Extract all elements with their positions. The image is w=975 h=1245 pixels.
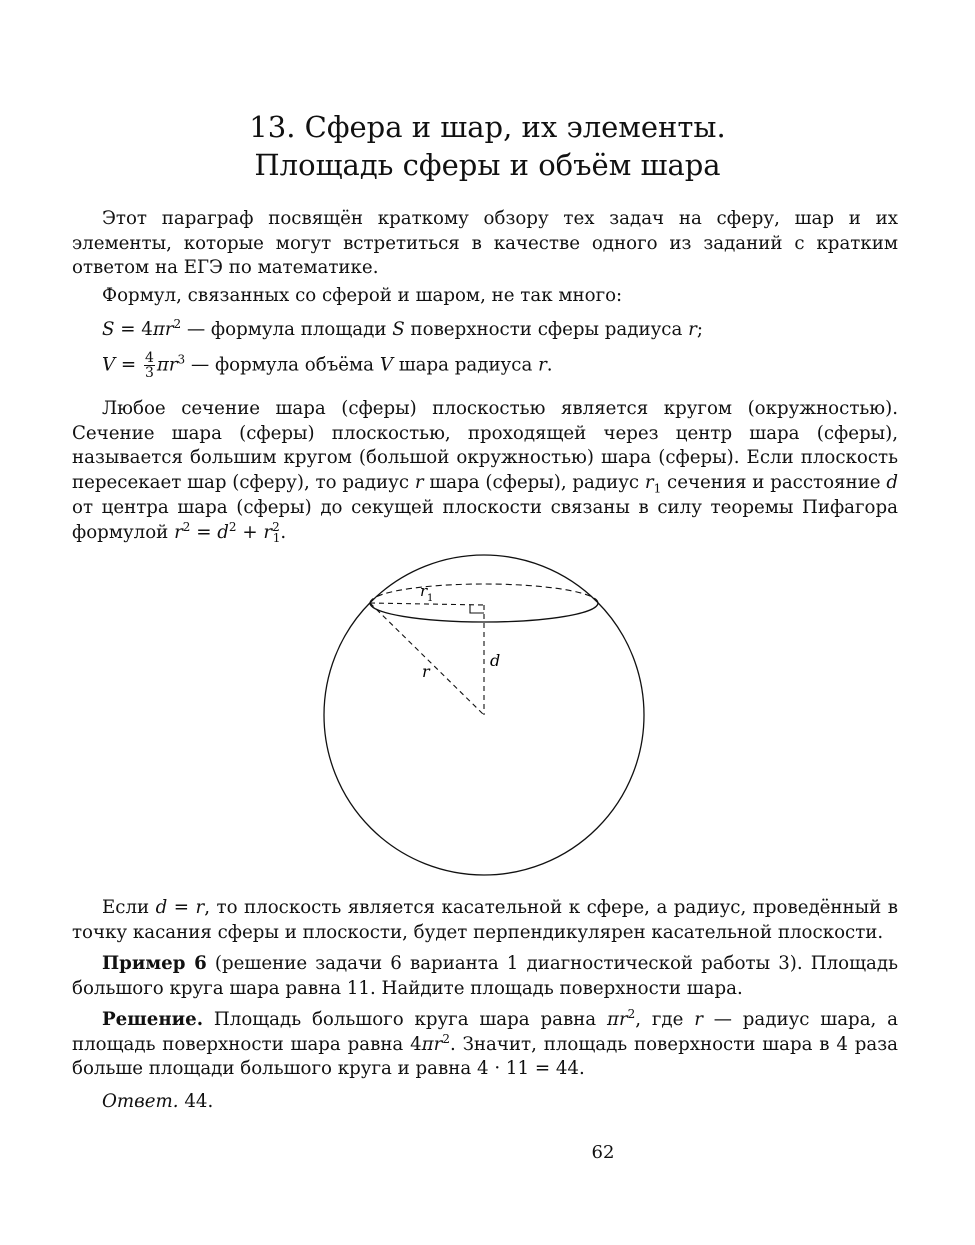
label-r1 <box>420 582 433 604</box>
label-d: d <box>490 651 501 670</box>
intro-paragraph: Этот параграф посвящён краткому обзору тех задач на сферу, шар и их элементы, которые могут встретиться в качестве одного из заданий с кратким ответом на ЕГЭ по математике. <box>72 208 898 279</box>
volume-formula: V = $\frac{4}{3}$ $\pi r^3$ — формула объёма V шара радиуса r. <box>102 350 553 381</box>
answer-line: Ответ. 44. <box>102 1091 214 1112</box>
example-label: Пример 6 <box>102 953 207 974</box>
tangent-paragraph: Если d = r, то плоскость является касательной к сфере, а радиус, проведённый в точку касания сферы и плоскости, будет перпендикулярен касательной плоскости. <box>72 897 899 943</box>
formulas-intro: Формул, связанных со сферой и шаром, не так много: <box>102 285 623 306</box>
svg-text:r: r <box>420 582 428 600</box>
fraction: $\frac{4}{3}$ <box>144 350 154 381</box>
solution-label: Решение. <box>102 1009 204 1030</box>
section-paragraph: Любое сечение шара (сферы) плоскостью является кругом (окружностью). Сечение шара (сферы) плоскостью, проходящей через центр шара (сферы), называется большим кругом (большой окружностью) шара (сферы). Если плоскость пересекает шар (сферу), то радиус r шара (сферы), радиус $r_1$ сечения и расстояние d от центра шара (сферы) до секущей плоскости связаны в силу теоремы Пифагора формулой $r^2 = d^2 + r^2_1$. <box>72 398 898 546</box>
label-r: r <box>422 662 430 681</box>
sphere-diagram <box>316 547 656 882</box>
solution-paragraph: Решение. Площадь большого круга шара равна $\pi r^2$, где r — радиус шара, а площадь поверхности шара равна $4\pi r^2$. Значит, площадь поверхности шара в 4 раза больше площади большого круга и равна 4 · 11 = 44. <box>72 1006 898 1080</box>
page-number: 62 <box>591 1142 615 1163</box>
area-formula: $S = 4\pi r^2$ — формула площади S поверхности сферы радиуса r; <box>102 316 703 340</box>
title-line-2: Площадь сферы и объём шара <box>254 148 721 182</box>
title-line-1: 13. Сфера и шар, их элементы. <box>249 110 726 144</box>
right-angle-mark <box>470 605 484 613</box>
answer-label: Ответ. <box>102 1091 179 1112</box>
page-title <box>0 108 975 184</box>
section-ellipse-back <box>370 584 598 603</box>
svg-text:1: 1 <box>427 593 434 604</box>
example-paragraph: Пример 6 (решение задачи 6 варианта 1 диагностической работы 3). Площадь большого круга шара равна 11. Найдите площадь поверхности шара. <box>72 953 898 999</box>
